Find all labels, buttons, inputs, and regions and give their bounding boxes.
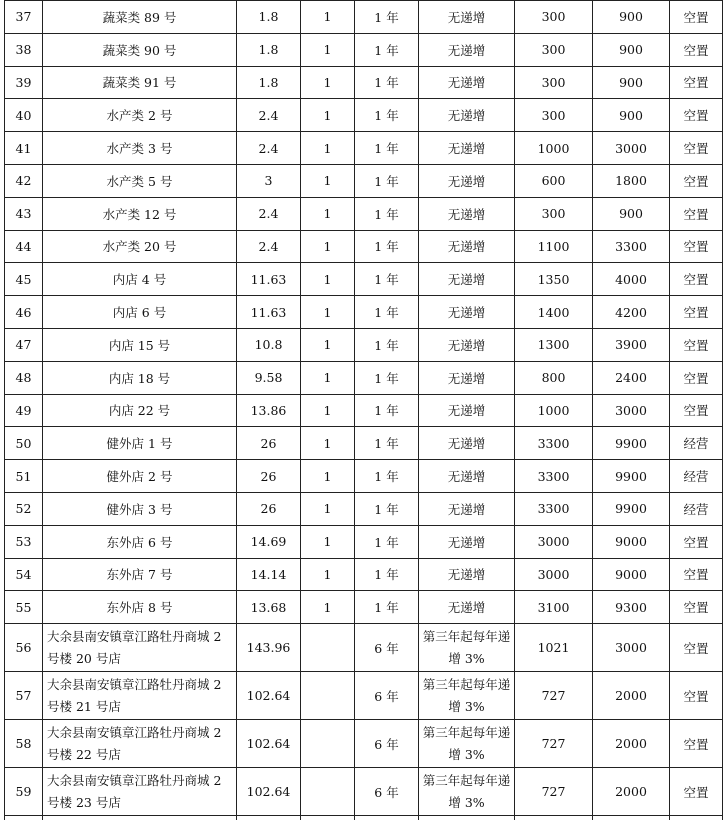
lease-term-cell: 1 年 <box>355 132 419 165</box>
rent-cell: 3000 <box>515 525 593 558</box>
quantity-cell: 1 <box>301 99 355 132</box>
status-cell: 空置 <box>670 768 723 816</box>
shop-name-cell: 蔬菜类 91 号 <box>43 66 237 99</box>
rent-cell: 1350 <box>515 263 593 296</box>
shop-name-cell: 水产类 20 号 <box>43 230 237 263</box>
quantity-cell: 1 <box>301 197 355 230</box>
status-cell: 空置 <box>670 525 723 558</box>
table-row <box>5 263 723 296</box>
table-row <box>5 558 723 591</box>
status-cell: 空置 <box>670 591 723 624</box>
status-cell: 经营 <box>670 492 723 525</box>
shop-name-cell: 蔬菜类 89 号 <box>43 1 237 34</box>
row-number-cell: 37 <box>5 1 43 34</box>
area-cell: 2.4 <box>237 230 301 263</box>
area-cell: 11.63 <box>237 263 301 296</box>
area-cell: 26 <box>237 427 301 460</box>
row-number-cell: 58 <box>5 720 43 768</box>
status-cell: 空置 <box>670 263 723 296</box>
total-cell: 3300 <box>593 230 670 263</box>
rent-increase-cell: 无递增 <box>419 197 515 230</box>
table-row <box>5 427 723 460</box>
table-row <box>5 460 723 493</box>
status-cell: 空置 <box>670 296 723 329</box>
total-cell: 900 <box>593 33 670 66</box>
shop-name-cell: 内店 15 号 <box>43 328 237 361</box>
rent-cell: 3300 <box>515 492 593 525</box>
quantity-cell: 1 <box>301 296 355 329</box>
lease-term-cell: 1 年 <box>355 1 419 34</box>
rent-increase-cell: 无递增 <box>419 33 515 66</box>
shop-name-cell: 水产类 5 号 <box>43 164 237 197</box>
lease-term-cell: 1 年 <box>355 296 419 329</box>
rent-cell: 600 <box>515 164 593 197</box>
shop-name-cell: 内店 4 号 <box>43 263 237 296</box>
lease-term-cell: 6 年 <box>355 720 419 768</box>
row-number-cell: 53 <box>5 525 43 558</box>
quantity-cell: 1 <box>301 460 355 493</box>
area-cell: 14.14 <box>237 558 301 591</box>
rent-cell: 300 <box>515 197 593 230</box>
row-number-cell: 52 <box>5 492 43 525</box>
table-row <box>5 672 723 720</box>
table-row <box>5 394 723 427</box>
lease-term-cell: 1 年 <box>355 591 419 624</box>
lease-term-cell: 1 年 <box>355 558 419 591</box>
quantity-cell: 1 <box>301 591 355 624</box>
table-row <box>5 624 723 672</box>
status-cell: 经营 <box>670 460 723 493</box>
rent-cell: 1021 <box>515 624 593 672</box>
partial-cell <box>670 816 723 821</box>
partial-cell <box>593 816 670 821</box>
status-cell: 空置 <box>670 361 723 394</box>
rent-increase-cell: 无递增 <box>419 263 515 296</box>
lease-term-cell: 1 年 <box>355 33 419 66</box>
status-cell: 空置 <box>670 33 723 66</box>
table-row <box>5 1 723 34</box>
shop-name-cell: 内店 18 号 <box>43 361 237 394</box>
rent-increase-cell: 无递增 <box>419 361 515 394</box>
table-row <box>5 132 723 165</box>
total-cell: 900 <box>593 66 670 99</box>
lease-term-cell: 1 年 <box>355 328 419 361</box>
row-number-cell: 51 <box>5 460 43 493</box>
table-row-partial <box>5 816 723 821</box>
table-row <box>5 164 723 197</box>
shop-name-cell: 健外店 3 号 <box>43 492 237 525</box>
row-number-cell: 57 <box>5 672 43 720</box>
quantity-cell <box>301 768 355 816</box>
area-cell: 102.64 <box>237 720 301 768</box>
rent-increase-cell: 第三年起每年递增 3% <box>419 672 515 720</box>
total-cell: 4000 <box>593 263 670 296</box>
area-cell: 2.4 <box>237 132 301 165</box>
rent-cell: 3100 <box>515 591 593 624</box>
table-row <box>5 66 723 99</box>
area-cell: 14.69 <box>237 525 301 558</box>
total-cell: 3000 <box>593 132 670 165</box>
total-cell: 900 <box>593 99 670 132</box>
rent-increase-cell: 无递增 <box>419 427 515 460</box>
partial-cell <box>355 816 419 821</box>
quantity-cell: 1 <box>301 525 355 558</box>
table-row <box>5 492 723 525</box>
row-number-cell: 41 <box>5 132 43 165</box>
lease-term-cell: 6 年 <box>355 672 419 720</box>
rent-cell: 1100 <box>515 230 593 263</box>
total-cell: 3000 <box>593 394 670 427</box>
rent-increase-cell: 无递增 <box>419 591 515 624</box>
row-number-cell: 43 <box>5 197 43 230</box>
quantity-cell: 1 <box>301 263 355 296</box>
rent-increase-cell: 无递增 <box>419 66 515 99</box>
shop-name-cell: 水产类 3 号 <box>43 132 237 165</box>
shop-name-cell: 大余县南安镇章江路牡丹商城 2 号楼 21 号店 <box>43 672 237 720</box>
total-cell: 9000 <box>593 525 670 558</box>
table-row <box>5 768 723 816</box>
lease-term-cell: 6 年 <box>355 768 419 816</box>
area-cell: 26 <box>237 460 301 493</box>
rent-increase-cell: 第三年起每年递增 3% <box>419 624 515 672</box>
row-number-cell: 45 <box>5 263 43 296</box>
shop-name-cell: 水产类 2 号 <box>43 99 237 132</box>
quantity-cell: 1 <box>301 230 355 263</box>
lease-table-body <box>5 1 723 821</box>
quantity-cell: 1 <box>301 492 355 525</box>
rent-increase-cell: 第三年起每年递增 3% <box>419 768 515 816</box>
total-cell: 2000 <box>593 672 670 720</box>
row-number-cell: 56 <box>5 624 43 672</box>
partial-cell <box>419 816 515 821</box>
rent-cell: 800 <box>515 361 593 394</box>
lease-term-cell: 1 年 <box>355 164 419 197</box>
table-row <box>5 328 723 361</box>
shop-name-cell: 内店 22 号 <box>43 394 237 427</box>
lease-term-cell: 6 年 <box>355 624 419 672</box>
rent-increase-cell: 无递增 <box>419 1 515 34</box>
rent-cell: 727 <box>515 720 593 768</box>
row-number-cell: 50 <box>5 427 43 460</box>
table-row <box>5 361 723 394</box>
total-cell: 9900 <box>593 492 670 525</box>
lease-term-cell: 1 年 <box>355 525 419 558</box>
row-number-cell: 55 <box>5 591 43 624</box>
partial-cell <box>43 816 237 821</box>
row-number-cell: 49 <box>5 394 43 427</box>
rent-increase-cell: 无递增 <box>419 230 515 263</box>
partial-cell <box>237 816 301 821</box>
status-cell: 空置 <box>670 394 723 427</box>
row-number-cell: 54 <box>5 558 43 591</box>
partial-cell <box>301 816 355 821</box>
area-cell: 102.64 <box>237 768 301 816</box>
lease-term-cell: 1 年 <box>355 197 419 230</box>
area-cell: 9.58 <box>237 361 301 394</box>
quantity-cell: 1 <box>301 132 355 165</box>
rent-increase-cell: 无递增 <box>419 460 515 493</box>
row-number-cell: 42 <box>5 164 43 197</box>
shop-name-cell: 东外店 8 号 <box>43 591 237 624</box>
lease-table <box>4 0 723 820</box>
rent-cell: 1400 <box>515 296 593 329</box>
rent-cell: 3300 <box>515 427 593 460</box>
row-number-cell: 48 <box>5 361 43 394</box>
quantity-cell: 1 <box>301 164 355 197</box>
quantity-cell: 1 <box>301 394 355 427</box>
table-row <box>5 296 723 329</box>
table-row <box>5 720 723 768</box>
area-cell: 13.86 <box>237 394 301 427</box>
quantity-cell: 1 <box>301 33 355 66</box>
lease-term-cell: 1 年 <box>355 263 419 296</box>
area-cell: 1.8 <box>237 66 301 99</box>
area-cell: 26 <box>237 492 301 525</box>
rent-cell: 727 <box>515 672 593 720</box>
total-cell: 900 <box>593 1 670 34</box>
rent-cell: 1000 <box>515 394 593 427</box>
row-number-cell: 38 <box>5 33 43 66</box>
total-cell: 2000 <box>593 720 670 768</box>
rent-cell: 300 <box>515 33 593 66</box>
status-cell: 空置 <box>670 558 723 591</box>
area-cell: 10.8 <box>237 328 301 361</box>
lease-term-cell: 1 年 <box>355 427 419 460</box>
status-cell: 空置 <box>670 1 723 34</box>
quantity-cell: 1 <box>301 427 355 460</box>
rent-cell: 300 <box>515 99 593 132</box>
quantity-cell: 1 <box>301 328 355 361</box>
shop-name-cell: 内店 6 号 <box>43 296 237 329</box>
total-cell: 2400 <box>593 361 670 394</box>
quantity-cell <box>301 624 355 672</box>
area-cell: 3 <box>237 164 301 197</box>
row-number-cell: 44 <box>5 230 43 263</box>
area-cell: 2.4 <box>237 99 301 132</box>
total-cell: 9300 <box>593 591 670 624</box>
lease-term-cell: 1 年 <box>355 492 419 525</box>
lease-term-cell: 1 年 <box>355 394 419 427</box>
quantity-cell <box>301 720 355 768</box>
rent-increase-cell: 无递增 <box>419 99 515 132</box>
status-cell: 空置 <box>670 164 723 197</box>
partial-cell <box>5 816 43 821</box>
quantity-cell: 1 <box>301 1 355 34</box>
status-cell: 空置 <box>670 230 723 263</box>
rent-increase-cell: 无递增 <box>419 525 515 558</box>
shop-name-cell: 东外店 6 号 <box>43 525 237 558</box>
shop-name-cell: 健外店 1 号 <box>43 427 237 460</box>
status-cell: 经营 <box>670 427 723 460</box>
total-cell: 900 <box>593 197 670 230</box>
row-number-cell: 39 <box>5 66 43 99</box>
status-cell: 空置 <box>670 197 723 230</box>
rent-increase-cell: 无递增 <box>419 296 515 329</box>
status-cell: 空置 <box>670 66 723 99</box>
lease-term-cell: 1 年 <box>355 361 419 394</box>
quantity-cell <box>301 672 355 720</box>
table-row <box>5 33 723 66</box>
row-number-cell: 47 <box>5 328 43 361</box>
rent-cell: 300 <box>515 1 593 34</box>
row-number-cell: 46 <box>5 296 43 329</box>
table-row <box>5 99 723 132</box>
total-cell: 9000 <box>593 558 670 591</box>
total-cell: 3900 <box>593 328 670 361</box>
table-row <box>5 197 723 230</box>
shop-name-cell: 大余县南安镇章江路牡丹商城 2 号楼 22 号店 <box>43 720 237 768</box>
rent-increase-cell: 无递增 <box>419 558 515 591</box>
status-cell: 空置 <box>670 132 723 165</box>
shop-name-cell: 大余县南安镇章江路牡丹商城 2 号楼 23 号店 <box>43 768 237 816</box>
row-number-cell: 40 <box>5 99 43 132</box>
lease-term-cell: 1 年 <box>355 66 419 99</box>
status-cell: 空置 <box>670 99 723 132</box>
area-cell: 143.96 <box>237 624 301 672</box>
area-cell: 11.63 <box>237 296 301 329</box>
quantity-cell: 1 <box>301 361 355 394</box>
row-number-cell: 59 <box>5 768 43 816</box>
area-cell: 1.8 <box>237 33 301 66</box>
status-cell: 空置 <box>670 672 723 720</box>
rent-increase-cell: 无递增 <box>419 328 515 361</box>
rent-cell: 727 <box>515 768 593 816</box>
lease-term-cell: 1 年 <box>355 460 419 493</box>
lease-term-cell: 1 年 <box>355 99 419 132</box>
rent-cell: 1000 <box>515 132 593 165</box>
shop-name-cell: 水产类 12 号 <box>43 197 237 230</box>
total-cell: 4200 <box>593 296 670 329</box>
total-cell: 3000 <box>593 624 670 672</box>
shop-name-cell: 蔬菜类 90 号 <box>43 33 237 66</box>
area-cell: 1.8 <box>237 1 301 34</box>
rent-increase-cell: 无递增 <box>419 132 515 165</box>
rent-increase-cell: 无递增 <box>419 164 515 197</box>
area-cell: 2.4 <box>237 197 301 230</box>
rent-increase-cell: 无递增 <box>419 492 515 525</box>
quantity-cell: 1 <box>301 66 355 99</box>
shop-name-cell: 东外店 7 号 <box>43 558 237 591</box>
rent-cell: 3000 <box>515 558 593 591</box>
shop-name-cell: 大余县南安镇章江路牡丹商城 2 号楼 20 号店 <box>43 624 237 672</box>
status-cell: 空置 <box>670 720 723 768</box>
table-row <box>5 230 723 263</box>
area-cell: 13.68 <box>237 591 301 624</box>
table-row <box>5 591 723 624</box>
table-row <box>5 525 723 558</box>
rent-cell: 3300 <box>515 460 593 493</box>
rent-increase-cell: 无递增 <box>419 394 515 427</box>
rent-cell: 1300 <box>515 328 593 361</box>
total-cell: 9900 <box>593 427 670 460</box>
total-cell: 9900 <box>593 460 670 493</box>
total-cell: 2000 <box>593 768 670 816</box>
partial-cell <box>515 816 593 821</box>
quantity-cell: 1 <box>301 558 355 591</box>
rent-cell: 300 <box>515 66 593 99</box>
shop-name-cell: 健外店 2 号 <box>43 460 237 493</box>
total-cell: 1800 <box>593 164 670 197</box>
status-cell: 空置 <box>670 328 723 361</box>
status-cell: 空置 <box>670 624 723 672</box>
rent-increase-cell: 第三年起每年递增 3% <box>419 720 515 768</box>
area-cell: 102.64 <box>237 672 301 720</box>
lease-term-cell: 1 年 <box>355 230 419 263</box>
